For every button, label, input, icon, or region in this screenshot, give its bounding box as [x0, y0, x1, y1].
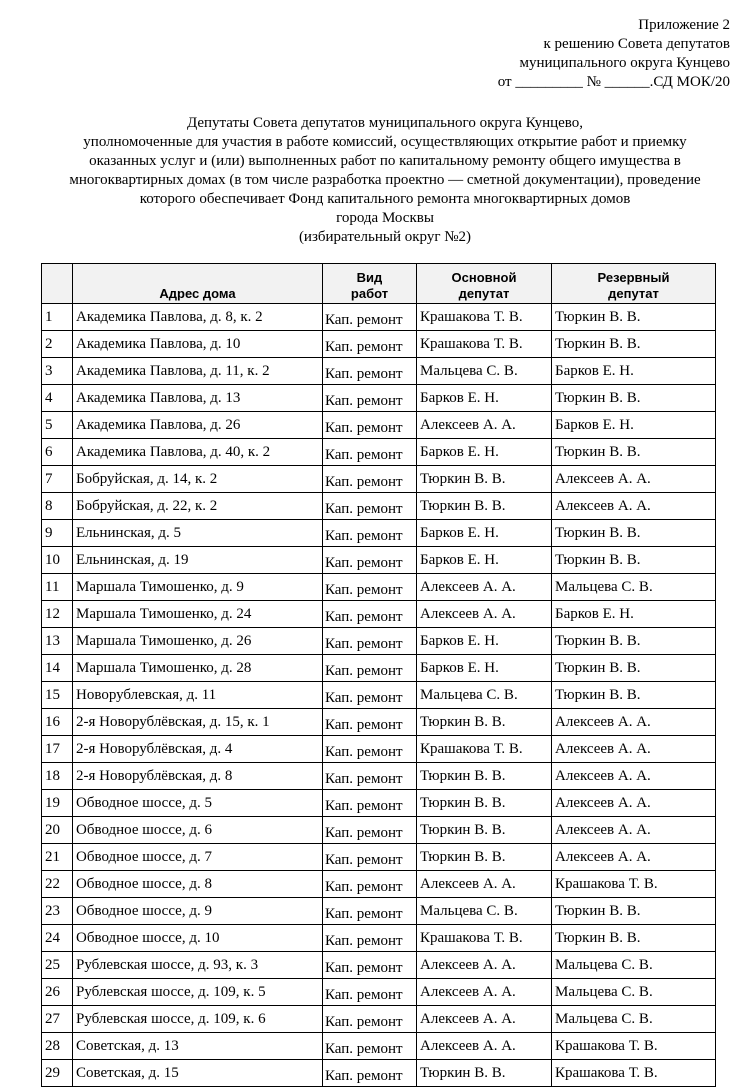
reserve-deputy-cell: Тюркин В. В. [552, 304, 716, 331]
reserve-deputy-cell: Тюркин В. В. [552, 655, 716, 682]
main-deputy-cell: Алексеев А. А. [417, 412, 552, 439]
row-number-cell: 21 [42, 844, 73, 871]
reserve-deputy-cell: Тюркин В. В. [552, 925, 716, 952]
main-deputy-cell: Алексеев А. А. [417, 574, 552, 601]
reserve-deputy-cell: Мальцева С. В. [552, 574, 716, 601]
row-number-cell: 14 [42, 655, 73, 682]
reserve-deputy-cell: Тюркин В. В. [552, 547, 716, 574]
address-cell: Академика Павлова, д. 13 [73, 385, 323, 412]
work-type-cell: Кап. ремонт [323, 412, 417, 439]
row-number-cell: 17 [42, 736, 73, 763]
main-deputy-cell: Барков Е. Н. [417, 385, 552, 412]
address-cell: Обводное шоссе, д. 8 [73, 871, 323, 898]
reserve-deputy-cell: Мальцева С. В. [552, 952, 716, 979]
work-type-cell: Кап. ремонт [323, 1006, 417, 1033]
title-line: оказанных услуг и (или) выполненных работ по капитальному ремонту общего имущества в [89, 153, 681, 169]
main-deputy-cell: Крашакова Т. В. [417, 304, 552, 331]
address-cell: Академика Павлова, д. 40, к. 2 [73, 439, 323, 466]
table-row [42, 628, 716, 655]
table-row [42, 844, 716, 871]
work-type-cell: Кап. ремонт [323, 1033, 417, 1060]
reserve-deputy-cell: Мальцева С. В. [552, 1006, 716, 1033]
table-row [42, 790, 716, 817]
work-type-cell: Кап. ремонт [323, 925, 417, 952]
reserve-deputy-cell: Тюркин В. В. [552, 628, 716, 655]
main-deputy-cell: Алексеев А. А. [417, 979, 552, 1006]
main-deputy-cell: Крашакова Т. В. [417, 925, 552, 952]
table-row [42, 1033, 716, 1060]
title-line: Депутаты Совета депутатов муниципального округа Кунцево, [186, 115, 584, 131]
main-deputy-cell: Крашакова Т. В. [417, 736, 552, 763]
table-row [42, 493, 716, 520]
table-row [42, 547, 716, 574]
address-cell: Академика Павлова, д. 8, к. 2 [73, 304, 323, 331]
address-cell: Маршала Тимошенко, д. 24 [73, 601, 323, 628]
table-row [42, 385, 716, 412]
work-type-cell: Кап. ремонт [323, 736, 417, 763]
address-cell: Обводное шоссе, д. 7 [73, 844, 323, 871]
deputies-table [41, 263, 716, 1087]
row-number-cell: 9 [42, 520, 73, 547]
address-cell: Обводное шоссе, д. 9 [73, 898, 323, 925]
main-deputy-cell: Крашакова Т. В. [417, 331, 552, 358]
title-line: которого обеспечивает Фонд капитального ремонта многоквартирных домов [139, 191, 631, 207]
table-row [42, 979, 716, 1006]
address-cell: 2-я Новорублёвская, д. 15, к. 1 [73, 709, 323, 736]
table-row [42, 1060, 716, 1087]
reserve-deputy-cell: Тюркин В. В. [552, 682, 716, 709]
main-deputy-cell: Барков Е. Н. [417, 520, 552, 547]
reserve-deputy-cell: Алексеев А. А. [552, 844, 716, 871]
table-row [42, 520, 716, 547]
reserve-deputy-cell: Алексеев А. А. [552, 709, 716, 736]
table-header-row [42, 264, 716, 304]
address-cell: Академика Павлова, д. 26 [73, 412, 323, 439]
work-type-cell: Кап. ремонт [323, 844, 417, 871]
reserve-deputy-cell: Тюркин В. В. [552, 898, 716, 925]
address-cell: Бобруйская, д. 14, к. 2 [73, 466, 323, 493]
address-cell: Советская, д. 15 [73, 1060, 323, 1087]
address-cell: Обводное шоссе, д. 10 [73, 925, 323, 952]
reserve-deputy-cell: Тюркин В. В. [552, 331, 716, 358]
table-row [42, 817, 716, 844]
main-deputy-cell: Тюркин В. В. [417, 817, 552, 844]
row-number-cell: 19 [42, 790, 73, 817]
table-row [42, 439, 716, 466]
header-reserve-deputy-line: Резервный [597, 270, 670, 285]
appendix-line: к решению Совета депутатов [543, 36, 730, 52]
header-number [42, 264, 73, 304]
reserve-deputy-cell: Барков Е. Н. [552, 412, 716, 439]
reserve-deputy-cell: Крашакова Т. В. [552, 871, 716, 898]
work-type-cell: Кап. ремонт [323, 817, 417, 844]
table-row [42, 574, 716, 601]
address-cell: Обводное шоссе, д. 6 [73, 817, 323, 844]
address-cell: 2-я Новорублёвская, д. 8 [73, 763, 323, 790]
table-row [42, 763, 716, 790]
table-row [42, 1006, 716, 1033]
appendix-line: Приложение 2 [638, 17, 730, 33]
header-main-deputy-line: депутат [458, 286, 510, 301]
work-type-cell: Кап. ремонт [323, 952, 417, 979]
document-title [0, 114, 750, 247]
header-main-deputy-line: Основной [451, 270, 517, 285]
work-type-cell: Кап. ремонт [323, 439, 417, 466]
row-number-cell: 22 [42, 871, 73, 898]
address-cell: Маршала Тимошенко, д. 9 [73, 574, 323, 601]
table-row [42, 682, 716, 709]
reserve-deputy-cell: Алексеев А. А. [552, 817, 716, 844]
work-type-cell: Кап. ремонт [323, 628, 417, 655]
title-line: города Москвы [336, 210, 434, 226]
reserve-deputy-cell: Тюркин В. В. [552, 439, 716, 466]
title-line: многоквартирных домах (в том числе разработка проектно — сметной документации), проведение [69, 172, 701, 188]
work-type-cell: Кап. ремонт [323, 871, 417, 898]
table-row [42, 709, 716, 736]
work-type-cell: Кап. ремонт [323, 466, 417, 493]
row-number-cell: 11 [42, 574, 73, 601]
reserve-deputy-cell: Барков Е. Н. [552, 358, 716, 385]
reserve-deputy-cell: Алексеев А. А. [552, 736, 716, 763]
work-type-cell: Кап. ремонт [323, 682, 417, 709]
address-cell: Маршала Тимошенко, д. 28 [73, 655, 323, 682]
table-row [42, 466, 716, 493]
main-deputy-cell: Барков Е. Н. [417, 547, 552, 574]
reserve-deputy-cell: Алексеев А. А. [552, 466, 716, 493]
appendix-line: от _________ № ______.СД МОК/20 [497, 74, 730, 90]
main-deputy-cell: Барков Е. Н. [417, 439, 552, 466]
table-row [42, 358, 716, 385]
main-deputy-cell: Тюркин В. В. [417, 493, 552, 520]
main-deputy-cell: Мальцева С. В. [417, 898, 552, 925]
row-number-cell: 20 [42, 817, 73, 844]
row-number-cell: 4 [42, 385, 73, 412]
work-type-cell: Кап. ремонт [323, 493, 417, 520]
table-row [42, 412, 716, 439]
address-cell: Обводное шоссе, д. 5 [73, 790, 323, 817]
row-number-cell: 29 [42, 1060, 73, 1087]
row-number-cell: 2 [42, 331, 73, 358]
header-address: Адрес дома [73, 264, 323, 304]
work-type-cell: Кап. ремонт [323, 763, 417, 790]
work-type-cell: Кап. ремонт [323, 358, 417, 385]
main-deputy-cell: Тюркин В. В. [417, 790, 552, 817]
work-type-cell: Кап. ремонт [323, 790, 417, 817]
reserve-deputy-cell: Тюркин В. В. [552, 520, 716, 547]
main-deputy-cell: Тюркин В. В. [417, 1060, 552, 1087]
reserve-deputy-cell: Мальцева С. В. [552, 979, 716, 1006]
row-number-cell: 25 [42, 952, 73, 979]
title-line: уполномоченные для участия в работе комиссий, осуществляющих открытие работ и приемку [83, 134, 687, 150]
row-number-cell: 24 [42, 925, 73, 952]
row-number-cell: 13 [42, 628, 73, 655]
main-deputy-cell: Тюркин В. В. [417, 709, 552, 736]
header-main-deputy [417, 264, 552, 304]
table-row [42, 601, 716, 628]
reserve-deputy-cell: Барков Е. Н. [552, 601, 716, 628]
work-type-cell: Кап. ремонт [323, 709, 417, 736]
row-number-cell: 15 [42, 682, 73, 709]
work-type-cell: Кап. ремонт [323, 574, 417, 601]
main-deputy-cell: Барков Е. Н. [417, 655, 552, 682]
row-number-cell: 6 [42, 439, 73, 466]
header-work-type [323, 264, 417, 304]
table-row [42, 655, 716, 682]
address-cell: Академика Павлова, д. 10 [73, 331, 323, 358]
address-cell: Ельнинская, д. 19 [73, 547, 323, 574]
appendix-note [498, 16, 730, 92]
reserve-deputy-cell: Алексеев А. А. [552, 763, 716, 790]
table-row [42, 871, 716, 898]
row-number-cell: 23 [42, 898, 73, 925]
row-number-cell: 5 [42, 412, 73, 439]
main-deputy-cell: Алексеев А. А. [417, 871, 552, 898]
row-number-cell: 27 [42, 1006, 73, 1033]
work-type-cell: Кап. ремонт [323, 1060, 417, 1087]
work-type-cell: Кап. ремонт [323, 898, 417, 925]
reserve-deputy-cell: Крашакова Т. В. [552, 1060, 716, 1087]
main-deputy-cell: Алексеев А. А. [417, 1006, 552, 1033]
header-work-type-line: Вид [356, 270, 383, 285]
address-cell: Рублевская шоссе, д. 109, к. 5 [73, 979, 323, 1006]
header-reserve-deputy-line: депутат [608, 286, 659, 301]
main-deputy-cell: Тюркин В. В. [417, 763, 552, 790]
work-type-cell: Кап. ремонт [323, 601, 417, 628]
main-deputy-cell: Тюркин В. В. [417, 844, 552, 871]
main-deputy-cell: Алексеев А. А. [417, 1033, 552, 1060]
row-number-cell: 16 [42, 709, 73, 736]
row-number-cell: 26 [42, 979, 73, 1006]
row-number-cell: 12 [42, 601, 73, 628]
work-type-cell: Кап. ремонт [323, 304, 417, 331]
work-type-cell: Кап. ремонт [323, 331, 417, 358]
table-row [42, 952, 716, 979]
address-cell: 2-я Новорублёвская, д. 4 [73, 736, 323, 763]
header-work-type-line: работ [350, 286, 389, 301]
work-type-cell: Кап. ремонт [323, 520, 417, 547]
work-type-cell: Кап. ремонт [323, 547, 417, 574]
appendix-line: муниципального округа Кунцево [519, 55, 730, 71]
main-deputy-cell: Мальцева С. В. [417, 358, 552, 385]
reserve-deputy-cell: Алексеев А. А. [552, 790, 716, 817]
table-body [42, 304, 716, 1087]
address-cell: Бобруйская, д. 22, к. 2 [73, 493, 323, 520]
address-cell: Советская, д. 13 [73, 1033, 323, 1060]
table-row [42, 331, 716, 358]
row-number-cell: 10 [42, 547, 73, 574]
title-line: (избирательный округ №2) [298, 229, 472, 245]
row-number-cell: 3 [42, 358, 73, 385]
address-cell: Рублевская шоссе, д. 109, к. 6 [73, 1006, 323, 1033]
address-cell: Академика Павлова, д. 11, к. 2 [73, 358, 323, 385]
row-number-cell: 1 [42, 304, 73, 331]
work-type-cell: Кап. ремонт [323, 979, 417, 1006]
table-row [42, 898, 716, 925]
table-row [42, 925, 716, 952]
address-cell: Ельнинская, д. 5 [73, 520, 323, 547]
work-type-cell: Кап. ремонт [323, 385, 417, 412]
address-cell: Новорублевская, д. 11 [73, 682, 323, 709]
table-row [42, 736, 716, 763]
row-number-cell: 7 [42, 466, 73, 493]
main-deputy-cell: Алексеев А. А. [417, 601, 552, 628]
row-number-cell: 18 [42, 763, 73, 790]
main-deputy-cell: Барков Е. Н. [417, 628, 552, 655]
main-deputy-cell: Мальцева С. В. [417, 682, 552, 709]
address-cell: Рублевская шоссе, д. 93, к. 3 [73, 952, 323, 979]
row-number-cell: 8 [42, 493, 73, 520]
main-deputy-cell: Тюркин В. В. [417, 466, 552, 493]
reserve-deputy-cell: Алексеев А. А. [552, 493, 716, 520]
address-cell: Маршала Тимошенко, д. 26 [73, 628, 323, 655]
table-row [42, 304, 716, 331]
row-number-cell: 28 [42, 1033, 73, 1060]
reserve-deputy-cell: Тюркин В. В. [552, 385, 716, 412]
work-type-cell: Кап. ремонт [323, 655, 417, 682]
main-deputy-cell: Алексеев А. А. [417, 952, 552, 979]
header-reserve-deputy [552, 264, 716, 304]
reserve-deputy-cell: Крашакова Т. В. [552, 1033, 716, 1060]
